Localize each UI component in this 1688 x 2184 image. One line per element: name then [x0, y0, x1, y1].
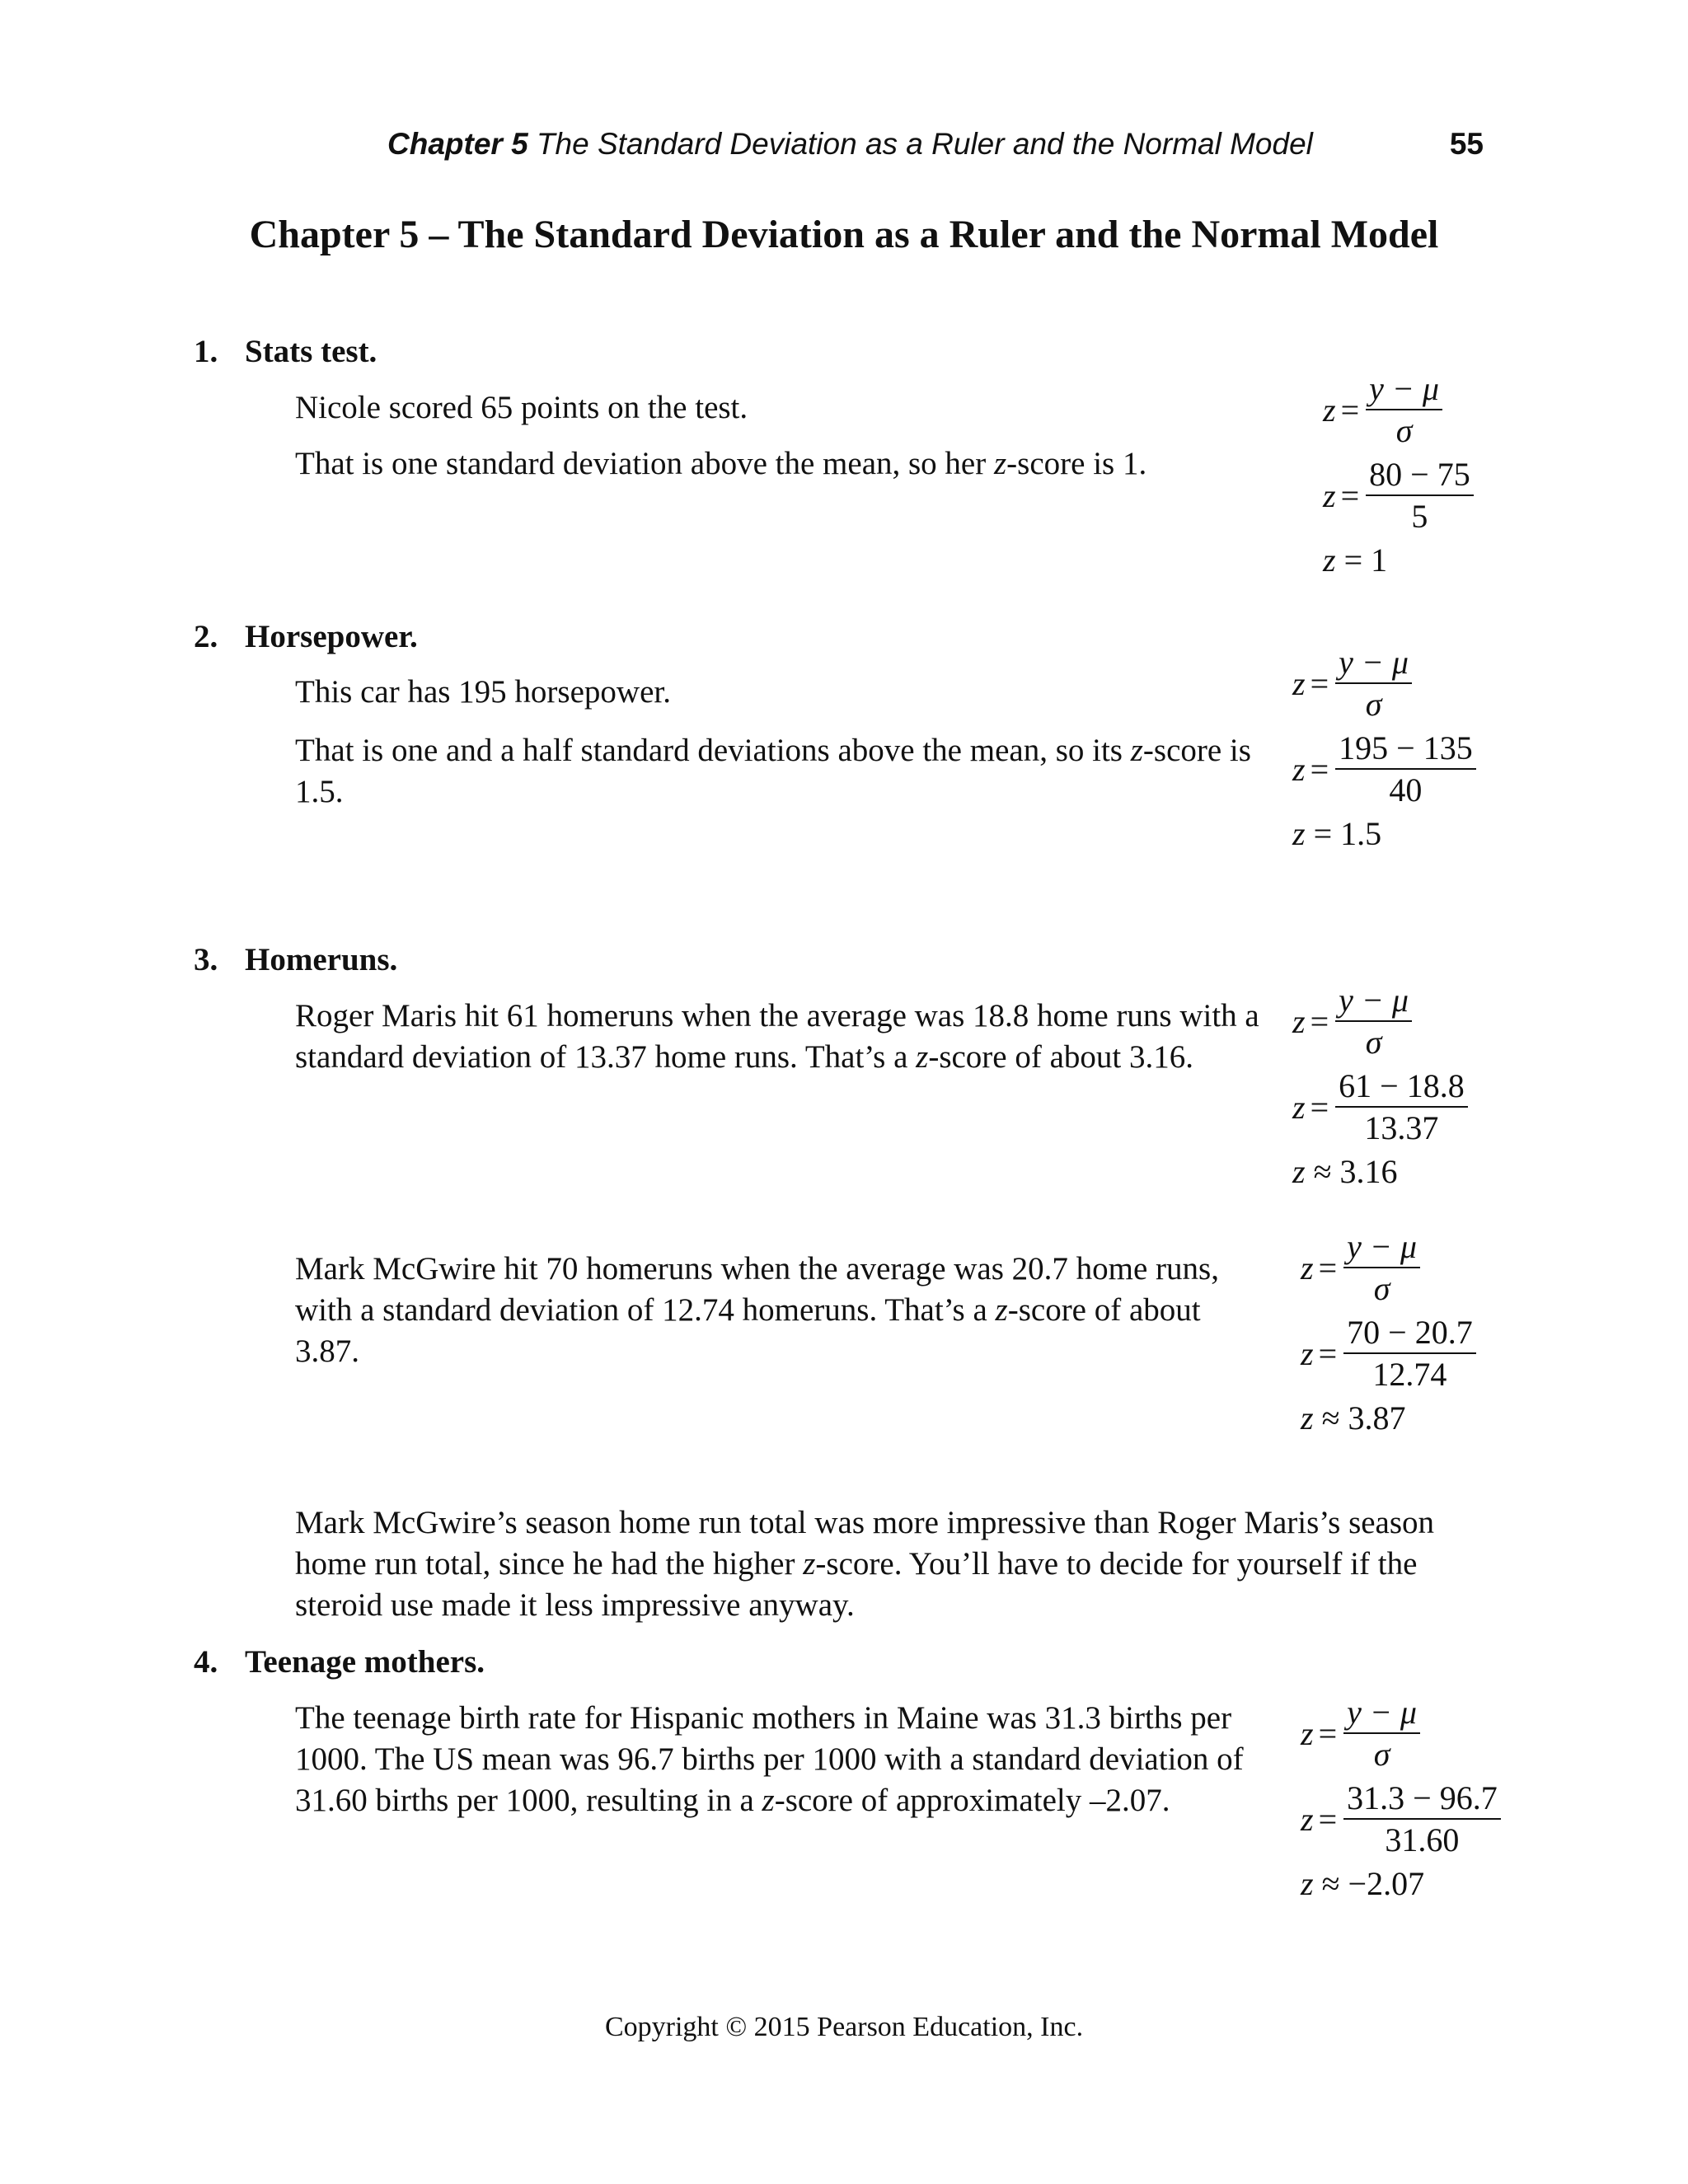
problem-3-title: [194, 940, 397, 981]
formula-fraction: [1366, 369, 1442, 452]
substitution-row: [1292, 727, 1476, 813]
formula-fraction: [1343, 1227, 1420, 1310]
substitution-numerator: 80 − 75: [1369, 456, 1470, 493]
formula-numerator: y − μ: [1339, 982, 1409, 1019]
result-row: [1301, 1863, 1501, 1905]
result-value: ≈ 3.16: [1313, 1153, 1398, 1190]
problem-3-para-2: Mark McGwire hit 70 homeruns when the average was 20.7 home runs, with a standard deviation of 12.74 homeruns. That’s a z-score of about 3.87.: [295, 1251, 1219, 1369]
formula-row: [1292, 979, 1468, 1065]
z-variable: z: [1323, 541, 1336, 579]
substitution-fraction: [1335, 729, 1476, 811]
equals-sign: =: [1310, 665, 1329, 702]
formula-row: [1301, 1226, 1476, 1311]
substitution-row: [1292, 1065, 1468, 1151]
result-row: [1323, 539, 1474, 582]
substitution-fraction: [1343, 1779, 1501, 1861]
equals-sign: =: [1310, 1003, 1329, 1040]
substitution-row: [1301, 1777, 1501, 1863]
substitution-denominator: 13.37: [1335, 1106, 1468, 1149]
z-variable: z: [1301, 1801, 1314, 1838]
equals-sign: =: [1318, 1335, 1338, 1372]
z-variable: z: [1301, 1865, 1314, 1902]
problem-number: 3.: [194, 942, 218, 977]
problem-1-para-1: Nicole scored 65 points on the test.: [295, 390, 748, 425]
result-value: ≈ −2.07: [1321, 1865, 1425, 1902]
z-variable: z: [1323, 391, 1336, 429]
result-row: [1292, 813, 1476, 855]
substitution-denominator: 12.74: [1343, 1352, 1476, 1395]
formula-numerator: y − μ: [1369, 370, 1439, 407]
page-number: 55: [1449, 127, 1484, 161]
problem-heading: Teenage mothers.: [245, 1644, 485, 1680]
problem-2-work: [1292, 641, 1476, 855]
problem-4-para-1: The teenage birth rate for Hispanic mothers in Maine was 31.3 births per 1000. The US mean was 96.7 births per 1000 with a standard deviation of 31.60 births per 1000, resulting in a z-score of approximately –2.07.: [295, 1700, 1244, 1818]
equals-sign: =: [1318, 1801, 1338, 1838]
problem-3-para-1: Roger Maris hit 61 homeruns when the average was 18.8 home runs with a standard deviation of 13.37 home runs. That’s a z-score of about 3.16.: [295, 998, 1259, 1075]
formula-fraction: [1335, 981, 1412, 1063]
problem-1-para-2: That is one standard deviation above the mean, so her z-score is 1.: [295, 446, 1147, 481]
formula-denominator: σ: [1335, 682, 1412, 725]
problem-heading: Stats test.: [245, 334, 377, 369]
equals-sign: =: [1318, 1249, 1338, 1286]
formula-denominator: σ: [1366, 409, 1442, 452]
problem-3-conclusion: Mark McGwire’s season home run total was more impressive than Roger Maris’s season home run total, since he had the higher z-score. You’ll have to decide for yourself if the steroid use made it less impressive anyway.: [295, 1505, 1435, 1623]
substitution-fraction: [1343, 1313, 1476, 1395]
problem-2-para-1: This car has 195 horsepower.: [295, 674, 671, 710]
formula-row: [1301, 1691, 1501, 1777]
problem-4-work: [1301, 1691, 1501, 1905]
z-variable: z: [1292, 665, 1306, 702]
problem-number: 4.: [194, 1644, 218, 1680]
problem-3-work-maris: [1292, 979, 1468, 1193]
equals-sign: =: [1340, 391, 1360, 429]
result-value: = 1.5: [1313, 815, 1382, 852]
equals-sign: =: [1340, 477, 1360, 514]
substitution-denominator: 31.60: [1343, 1818, 1501, 1861]
substitution-numerator: 31.3 − 96.7: [1347, 1779, 1498, 1816]
z-variable: z: [1323, 477, 1336, 514]
problem-number: 2.: [194, 619, 218, 654]
formula-numerator: y − μ: [1347, 1694, 1417, 1731]
problem-1-title: [194, 331, 377, 373]
copyright-footer: Copyright © 2015 Pearson Education, Inc.: [604, 2012, 1084, 2042]
z-variable: z: [1292, 815, 1306, 852]
z-variable: z: [1301, 1249, 1314, 1286]
equals-sign: =: [1318, 1715, 1338, 1752]
formula-denominator: σ: [1343, 1267, 1420, 1310]
formula-row: [1323, 368, 1474, 453]
substitution-numerator: 70 − 20.7: [1347, 1314, 1473, 1351]
substitution-denominator: 5: [1366, 494, 1474, 537]
z-variable: z: [1301, 1399, 1314, 1436]
problem-2-para-2: That is one and a half standard deviations above the mean, so its z-score is 1.5.: [295, 733, 1251, 809]
formula-fraction: [1343, 1693, 1420, 1775]
equals-sign: =: [1310, 1089, 1329, 1126]
formula-row: [1292, 641, 1476, 727]
problem-number: 1.: [194, 334, 218, 369]
running-head: [387, 124, 1484, 165]
problem-1-work: [1323, 368, 1474, 582]
formula-denominator: σ: [1335, 1020, 1412, 1063]
z-variable: z: [1292, 751, 1306, 788]
formula-fraction: [1335, 643, 1412, 725]
equals-sign: =: [1310, 751, 1329, 788]
result-row: [1301, 1397, 1476, 1440]
running-head-title: The Standard Deviation as a Ruler and the Normal Model: [536, 127, 1313, 161]
problem-4-title: [194, 1642, 485, 1683]
problem-2-title: [194, 616, 418, 658]
substitution-fraction: [1335, 1066, 1468, 1149]
z-variable: z: [1292, 1003, 1306, 1040]
formula-numerator: y − μ: [1347, 1228, 1417, 1265]
z-variable: z: [1301, 1335, 1314, 1372]
problem-heading: Homeruns.: [245, 942, 398, 977]
substitution-denominator: 40: [1335, 768, 1476, 811]
chapter-title: Chapter 5 – The Standard Deviation as a Ruler and the Normal Model: [249, 213, 1439, 256]
result-value: ≈ 3.87: [1321, 1399, 1406, 1436]
substitution-fraction: [1366, 455, 1474, 537]
formula-denominator: σ: [1343, 1732, 1420, 1775]
problem-heading: Horsepower.: [245, 619, 418, 654]
result-value: = 1: [1343, 541, 1388, 579]
z-variable: z: [1292, 1089, 1306, 1126]
result-row: [1292, 1151, 1468, 1193]
problem-3-work-mcgwire: [1301, 1226, 1476, 1440]
substitution-numerator: 61 − 18.8: [1339, 1067, 1465, 1104]
substitution-row: [1323, 453, 1474, 539]
substitution-numerator: 195 − 135: [1339, 729, 1473, 766]
substitution-row: [1301, 1311, 1476, 1397]
z-variable: z: [1301, 1715, 1314, 1752]
z-variable: z: [1292, 1153, 1306, 1190]
formula-numerator: y − μ: [1339, 644, 1409, 681]
running-head-chapter-label: Chapter 5: [387, 127, 528, 161]
